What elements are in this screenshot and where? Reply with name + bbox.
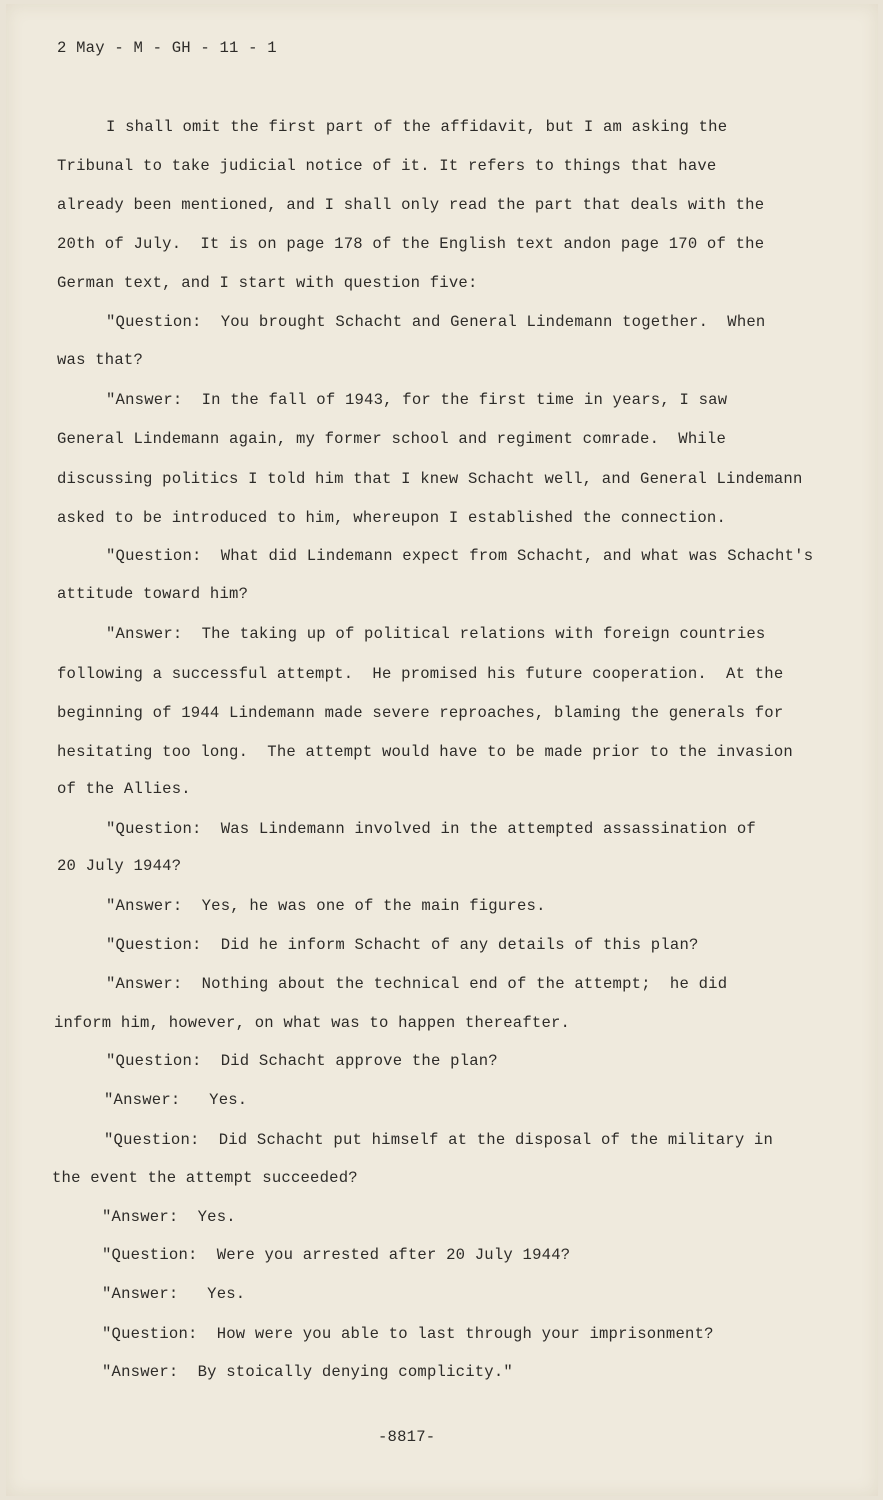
text-line: 20th of July. It is on page 178 of the English text andon page 170 of the [57, 235, 765, 253]
text-line: of the Allies. [57, 780, 191, 798]
text-line: Tribunal to take judicial notice of it. It refers to things that have [57, 157, 717, 175]
text-line: "Answer: Nothing about the technical end of the attempt; he did [106, 975, 728, 993]
text-line: "Question: Did Schacht approve the plan? [106, 1052, 498, 1070]
text-line: "Question: Did he inform Schacht of any details of this plan? [106, 936, 699, 954]
text-line: 20 July 1944? [57, 857, 182, 875]
text-line: "Answer: Yes. [102, 1208, 236, 1226]
text-line: attitude toward him? [57, 585, 249, 603]
text-line: already been mentioned, and I shall only read the part that deals with the [57, 196, 765, 214]
text-line: beginning of 1944 Lindemann made severe reproaches, blaming the generals for [57, 704, 784, 722]
text-line: asked to be introduced to him, whereupon I established the connection. [57, 509, 727, 527]
text-line: inform him, however, on what was to happen thereafter. [54, 1014, 571, 1032]
text-line: I shall omit the first part of the affidavit, but I am asking the [106, 118, 728, 136]
text-line: "Answer: Yes, he was one of the main figures. [106, 897, 546, 915]
text-line: "Question: Did Schacht put himself at the disposal of the military in [104, 1131, 774, 1149]
header-reference: 2 May - M - GH - 11 - 1 [57, 39, 277, 57]
text-line: "Question: You brought Schacht and General Lindemann together. When [106, 313, 766, 331]
text-line: "Answer: In the fall of 1943, for the first time in years, I saw [106, 391, 728, 409]
page-number: -8817- [378, 1428, 436, 1446]
text-line: German text, and I start with question five: [57, 274, 478, 292]
text-line: "Question: Was Lindemann involved in the attempted assassination of [106, 820, 756, 838]
text-line: "Question: Were you arrested after 20 July 1944? [102, 1246, 571, 1264]
text-line: discussing politics I told him that I knew Schacht well, and General Lindemann [57, 470, 803, 488]
text-line: "Answer: Yes. [104, 1091, 248, 1109]
text-line: following a successful attempt. He promised his future cooperation. At the [57, 665, 784, 683]
text-line: was that? [57, 351, 144, 369]
text-line: "Answer: The taking up of political relations with foreign countries [106, 625, 766, 643]
text-line: the event the attempt succeeded? [52, 1169, 358, 1187]
text-line: "Question: How were you able to last through your imprisonment? [102, 1325, 714, 1343]
text-line: "Answer: Yes. [102, 1285, 246, 1303]
text-line: "Question: What did Lindemann expect from Schacht, and what was Schacht's [106, 547, 814, 565]
text-line: hesitating too long. The attempt would have to be made prior to the invasion [57, 743, 793, 761]
text-line: "Answer: By stoically denying complicity." [102, 1363, 513, 1381]
text-line: General Lindemann again, my former school and regiment comrade. While [57, 430, 727, 448]
